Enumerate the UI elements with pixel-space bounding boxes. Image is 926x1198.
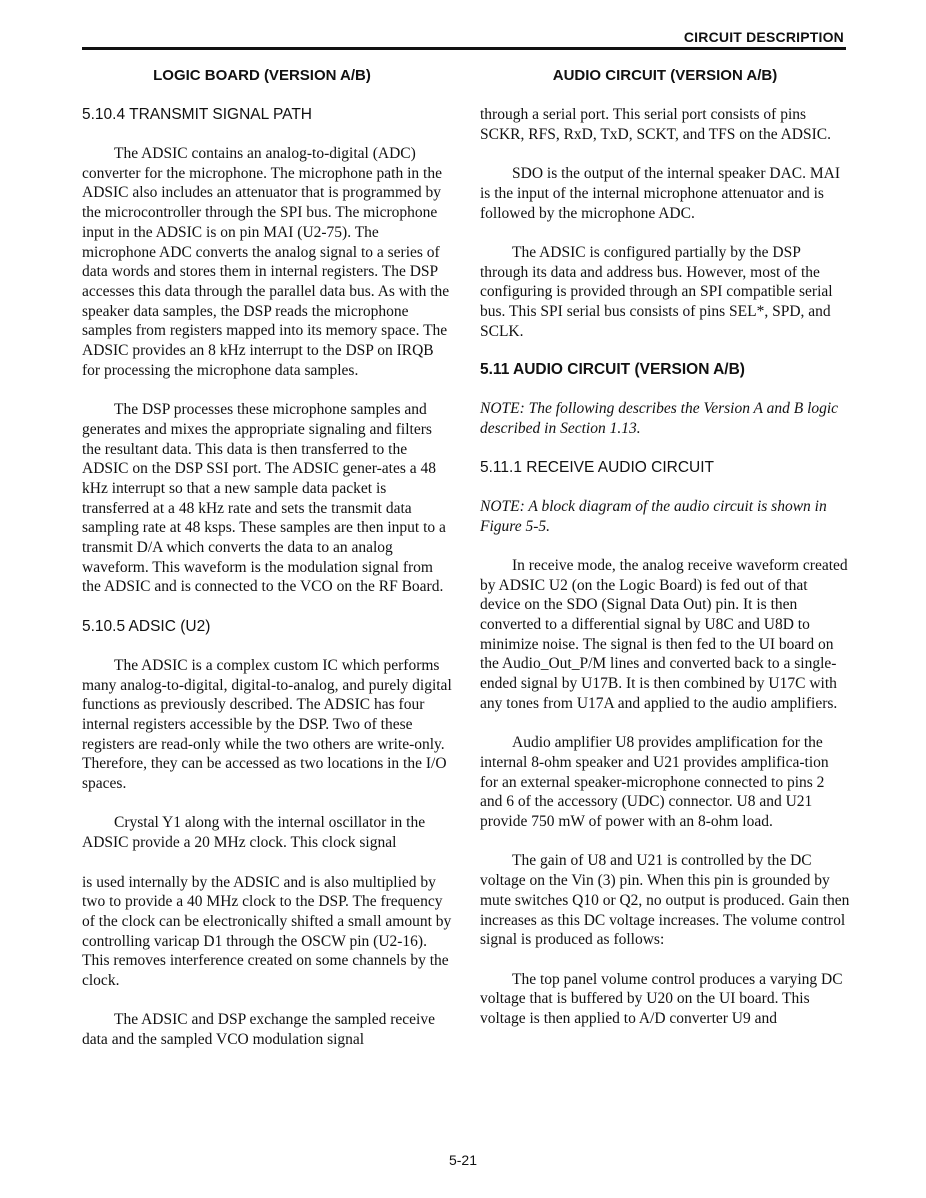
section-heading-5-10-5: 5.10.5 ADSIC (U2) [82, 617, 211, 635]
right-column-title: AUDIO CIRCUIT (VERSION A/B) [552, 67, 778, 84]
left-column [82, 105, 452, 1050]
paragraph: The gain of U8 and U21 is controlled by the DC voltage on the Vin (3) pin. When this pin is grounded by mute switches Q10 or Q2, no output is produced. Gain then increases as this DC voltage increases. The volume control signal is produced as follows: [480, 852, 850, 949]
running-header: CIRCUIT DESCRIPTION [683, 29, 844, 45]
paragraph: The ADSIC is configured partially by the DSP through its data and address bus. However, most of the configuring is provided through an SPI compatible serial bus. This SPI serial bus consists of pins SEL*, SPD, and SCLK. [480, 243, 833, 340]
note: NOTE: The following describes the Version A and B logic described in Section 1.13. [480, 400, 839, 438]
section-heading-5-10-4: 5.10.4 TRANSMIT SIGNAL PATH [82, 106, 312, 123]
paragraph: Audio amplifier U8 provides amplification for the internal 8-ohm speaker and U21 provides amplifica-tion for an external speaker-microphone connected to pins 2 and 6 of the accessory (UDC) connector. U8 and U21 provide 750 mW of power with an 8-ohm load. [480, 734, 829, 831]
paragraph: In receive mode, the analog receive waveform created by ADSIC U2 (on the Logic Board) is fed out of that device on the SDO (Signal Data Out) pin. It is then converted to a differential signal by U8C and U8D to minimize noise. The signal is then fed to the UI board on the Audio_Out_P/M lines and converted back to a single-ended signal by U17B. It is then combined by U17C with any tones from U17A and applied to the audio amplifiers. [480, 556, 848, 712]
left-column-title: LOGIC BOARD (VERSION A/B) [153, 67, 371, 84]
page-number: 5-21 [448, 1152, 478, 1168]
paragraph: The DSP processes these microphone samples and generates and mixes the appropriate signaling and filters the resultant data. This data is then transferred to the ADSIC on the DSP SSI port. The ADSIC gener-ates a 48 kHz interrupt so that a new sample data packet is transferred at a 48 kHz rate and sets the transmit data sampling rate at 48 ksps. These samples are then input to a transmit D/A which converts the data to an analog waveform. This waveform is the modulation signal from the ADSIC and is connected to the VCO on the RF Board. [82, 401, 446, 596]
paragraph: The top panel volume control produces a varying DC voltage that is buffered by U20 on the UI board. This voltage is then applied to A/D converter U9 and [480, 970, 843, 1028]
paragraph: SDO is the output of the internal speaker DAC. MAI is the input of the internal microphone attenuator and is followed by the microphone ADC. [480, 165, 841, 222]
paragraph: is used internally by the ADSIC and is also multiplied by two to provide a 40 MHz clock to the DSP. The frequency of the clock can be electronically shifted a small amount by controlling varicap D1 through the OSCW pin (U2-16). This removes interference created on some channels by the clock. [82, 873, 452, 990]
section-heading-5-11: 5.11 AUDIO CIRCUIT (VERSION A/B) [480, 361, 745, 379]
note: NOTE: A block diagram of the audio circuit is shown in Figure 5-5. [480, 497, 827, 535]
paragraph: through a serial port. This serial port consists of pins SCKR, RFS, RxD, TxD, SCKT, and TFS on the ADSIC. [480, 106, 831, 143]
paragraph: Crystal Y1 along with the internal oscillator in the ADSIC provide a 20 MHz clock. This clock signal [82, 814, 426, 852]
paragraph: The ADSIC contains an analog-to-digital (ADC) converter for the microphone. The microphone path in the ADSIC also includes an attenuator that is programmed by the microcontroller through the SPI bus. The microphone input in the ADSIC is on pin MAI (U2-75). The microphone ADC converts the analog signal to a series of data words and stores them in internal registers. The DSP accesses this data through the parallel data bus. As with the speaker data samples, the DSP reads the microphone samples from registers mapped into its memory space. The ADSIC provides an 8 kHz interrupt to the DSP on IRQB for processing the microphone data samples. [82, 145, 450, 379]
section-heading-5-11-1: 5.11.1 RECEIVE AUDIO CIRCUIT [480, 458, 714, 476]
paragraph: The ADSIC is a complex custom IC which performs many analog-to-digital, digital-to-analog, and purely digital functions as previously described. The ADSIC has four internal registers accessible by the DSP. Two of these registers are read-only while the two others are write-only. Therefore, they can be accessed as two locations in the I/O spaces. [82, 656, 452, 793]
right-column [480, 105, 850, 1029]
header-rule [82, 47, 846, 50]
paragraph: The ADSIC and DSP exchange the sampled receive data and the sampled VCO modulation signal [82, 1011, 435, 1049]
